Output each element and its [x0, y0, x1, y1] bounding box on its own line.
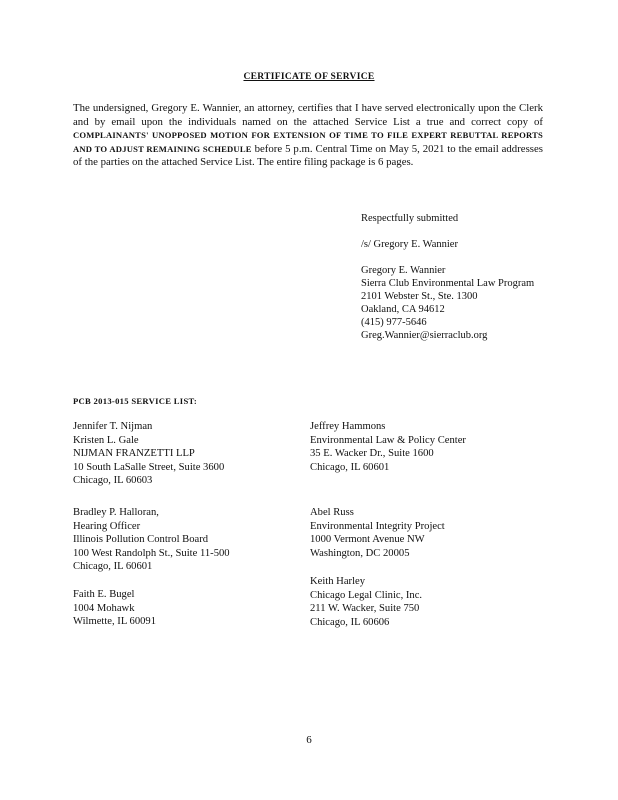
- certification-text-end: before 5 p.m. Central Time on May 5, 2021 to the email addresses of the parties on the attached Service List. The entire filing package is 6 pages.: [73, 142, 543, 168]
- service-list-heading: PCB 2013-015 SERVICE LIST:: [73, 396, 198, 406]
- page-number: 6: [306, 734, 312, 746]
- signature-block: [361, 264, 551, 342]
- entry-line: Jennifer T. Nijman: [73, 421, 153, 432]
- filing-title: COMPLAINANTS' UNOPPOSED MOTION FOR EXTENSION OF TIME TO FILE EXPERT REBUTTAL REPORTS AND TO ADJUST REMAINING SCHEDULE: [73, 130, 543, 154]
- entry-line: 211 W. Wacker, Suite 750: [310, 603, 420, 615]
- entry-line: 35 E. Wacker Dr., Suite 1600: [310, 448, 434, 460]
- entry-line: Washington, DC 20005: [310, 547, 410, 559]
- service-entry: [73, 588, 288, 629]
- entry-line: NIJMAN FRANZETTI LLP: [73, 448, 195, 460]
- signer-email: Greg.Wannier@sierraclub.org: [361, 330, 488, 341]
- entry-line: Keith Harley: [310, 576, 366, 587]
- service-entry: [310, 506, 525, 560]
- entry-line: 1004 Mohawk: [73, 602, 135, 614]
- entry-line: Bradley P. Halloran,: [73, 507, 159, 518]
- entry-line: Illinois Pollution Control Board: [73, 534, 209, 546]
- entry-line: Faith E. Bugel: [73, 589, 135, 600]
- entry-line: Kristen L. Gale: [73, 434, 139, 446]
- service-entry: [73, 506, 288, 574]
- entry-line: 1000 Vermont Avenue NW: [310, 534, 425, 546]
- entry-line: Environmental Law & Policy Center: [310, 434, 466, 446]
- page-title: CERTIFICATE OF SERVICE: [243, 72, 375, 82]
- entry-line: 100 West Randolph St., Suite 11-500: [73, 547, 230, 559]
- certification-paragraph: [73, 102, 543, 170]
- signer-address-line-2: Oakland, CA 94612: [361, 304, 445, 315]
- signer-phone: (415) 977-5646: [361, 317, 427, 328]
- entry-line: Environmental Integrity Project: [310, 520, 445, 532]
- signer-address-line-1: 2101 Webster St., Ste. 1300: [361, 291, 478, 302]
- entry-line: Chicago, IL 60601: [310, 461, 390, 473]
- entry-line: Chicago Legal Clinic, Inc.: [310, 589, 423, 601]
- entry-line: Jeffrey Hammons: [310, 421, 386, 432]
- certification-text-start: The undersigned, Gregory E. Wannier, an attorney, certifies that I have served electronically upon the Clerk and by email upon the individuals named on the attached Service List a true and correct copy of: [73, 102, 543, 128]
- signature-closing: Respectfully submitted: [361, 213, 459, 224]
- entry-line: Wilmette, IL 60091: [73, 616, 157, 628]
- signer-name: Gregory E. Wannier: [361, 265, 446, 276]
- entry-line: Abel Russ: [310, 507, 354, 518]
- service-entry: [73, 420, 288, 488]
- service-entry: [310, 575, 525, 629]
- signer-organization: Sierra Club Environmental Law Program: [361, 278, 535, 289]
- entry-line: 10 South LaSalle Street, Suite 3600: [73, 461, 225, 473]
- entry-line: Chicago, IL 60606: [310, 616, 390, 628]
- entry-line: Chicago, IL 60603: [73, 475, 153, 487]
- service-entry: [310, 420, 525, 474]
- entry-line: Chicago, IL 60601: [73, 561, 153, 573]
- entry-line: Hearing Officer: [73, 520, 141, 532]
- electronic-signature: /s/ Gregory E. Wannier: [361, 239, 458, 250]
